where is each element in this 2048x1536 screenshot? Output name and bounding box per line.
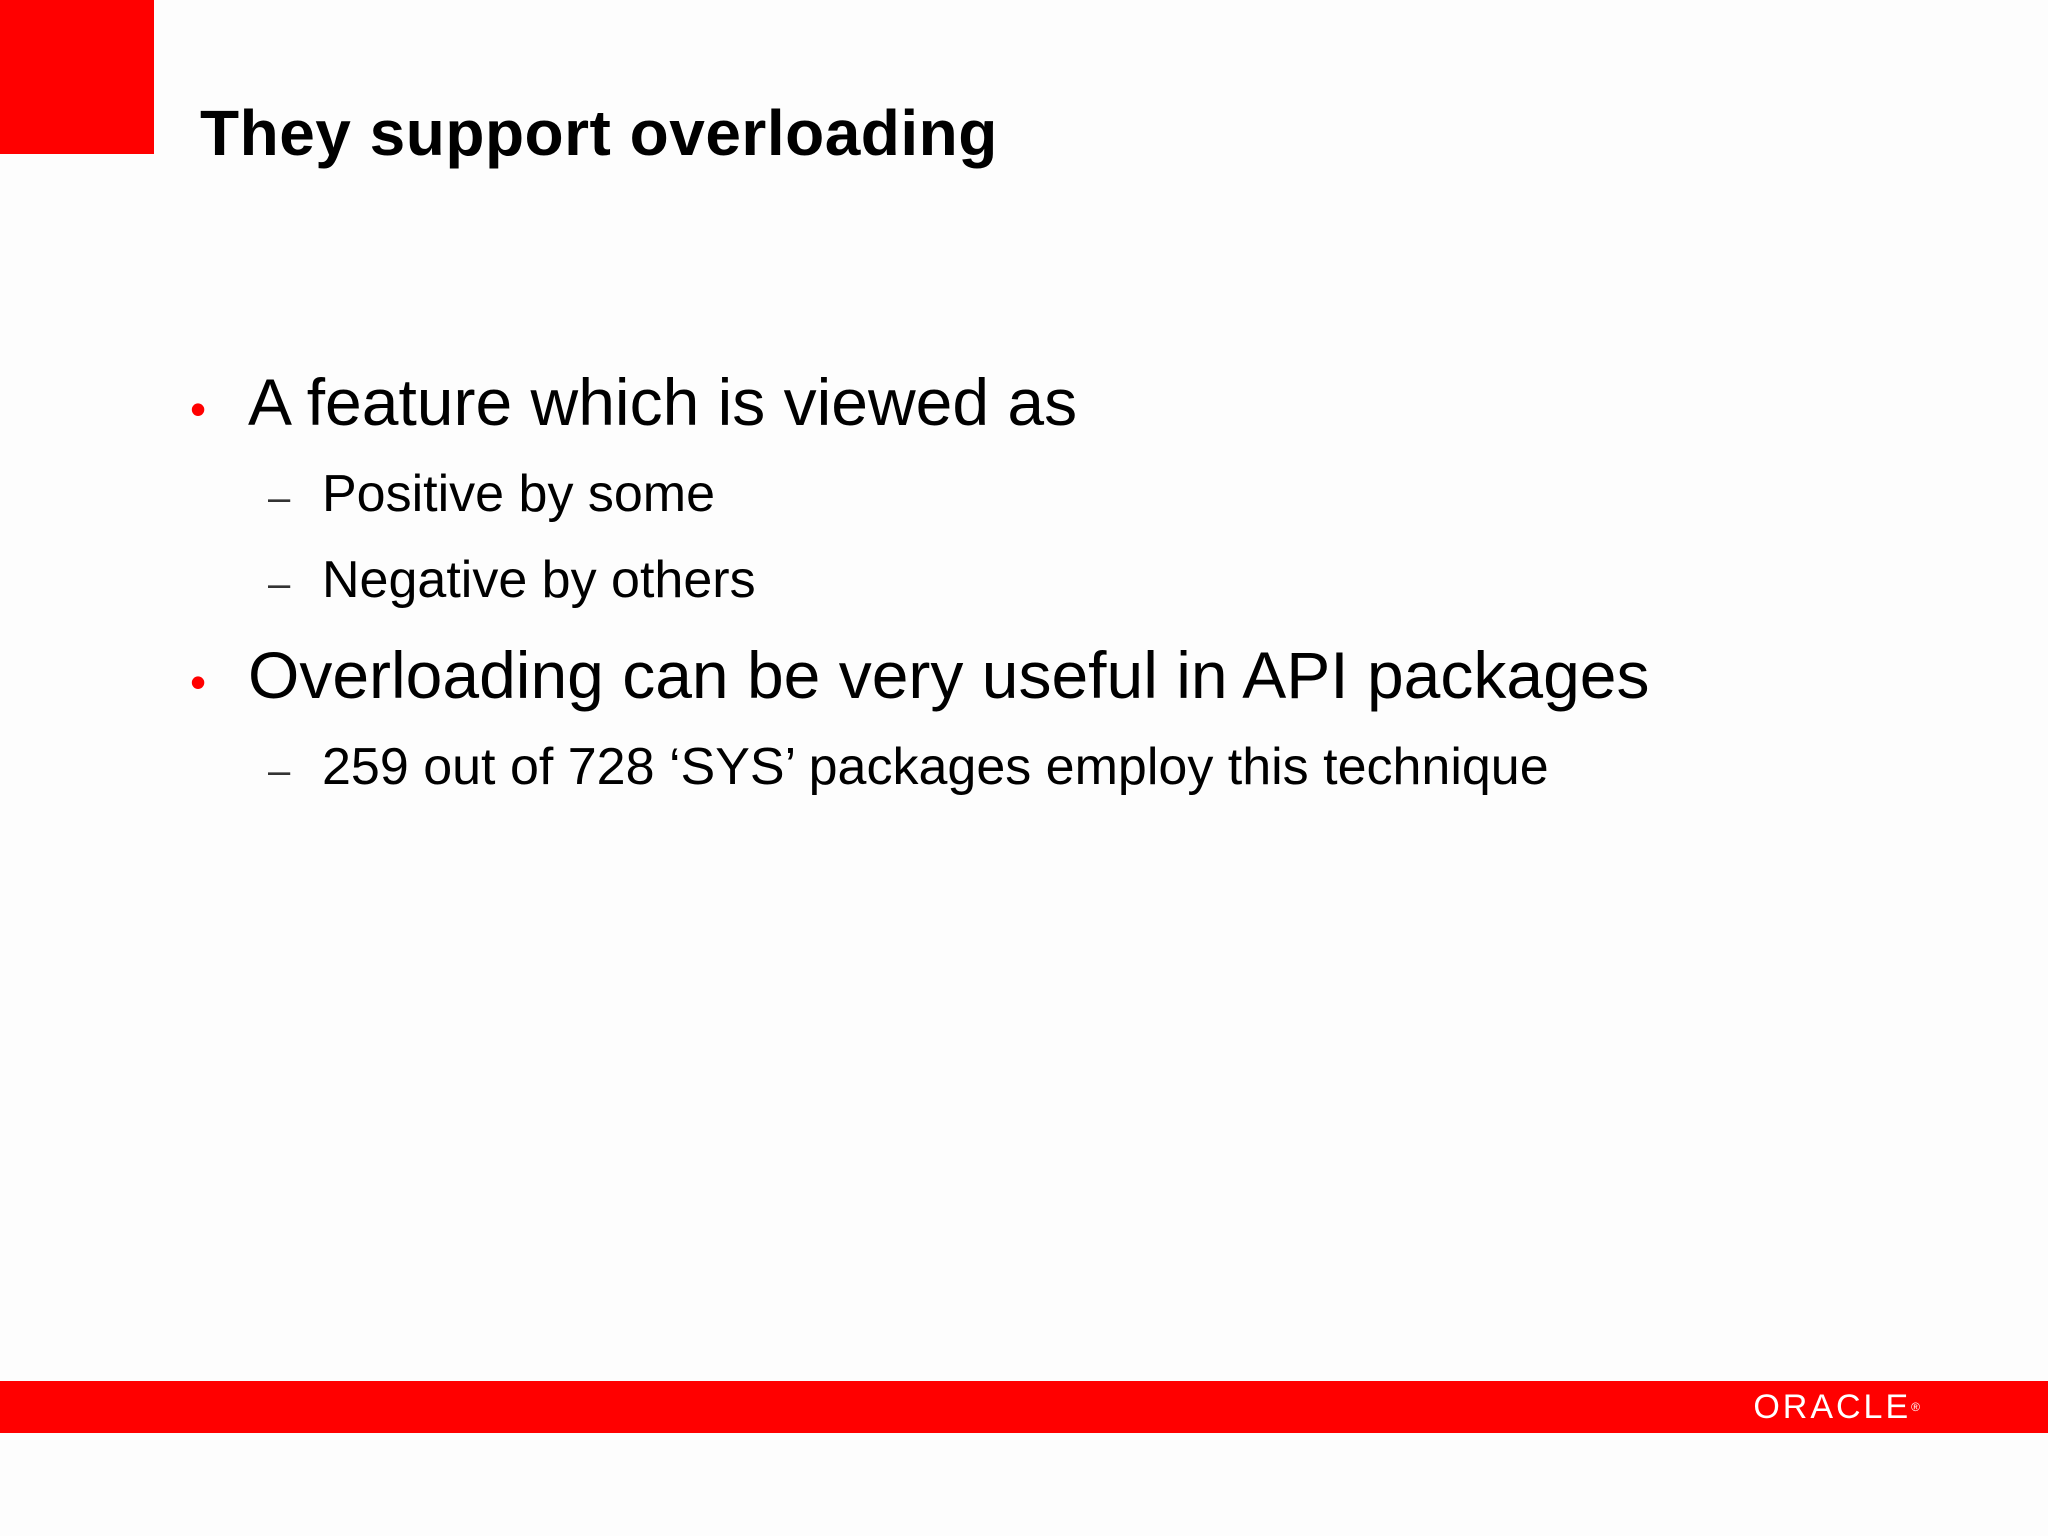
- bullet-dot-icon: •: [190, 383, 207, 435]
- dash-icon: –: [268, 749, 291, 793]
- bullet-text: A feature which is viewed as: [248, 365, 1078, 439]
- bullet-text: Overloading can be very useful in API packages: [248, 638, 1650, 712]
- sub-item: [190, 726, 2010, 812]
- sub-item: [190, 539, 2010, 625]
- dash-icon: –: [268, 476, 291, 520]
- bullet-item: [190, 635, 2010, 722]
- logo-text: ORACLE: [1753, 1388, 1912, 1426]
- sub-item-text: 259 out of 728 ‘SYS’ packages employ this technique: [322, 738, 1549, 796]
- corner-accent-block: [0, 0, 154, 154]
- footer-bar: [0, 1381, 2048, 1433]
- sub-item-text: Positive by some: [322, 465, 716, 523]
- sub-item-text: Negative by others: [322, 551, 756, 609]
- registered-mark: ®: [1911, 1400, 1920, 1414]
- bullet-item: [190, 362, 2010, 449]
- sub-item: [190, 453, 2010, 539]
- dash-icon: –: [268, 562, 291, 606]
- bullet-list: [190, 362, 2010, 812]
- oracle-logo: [1753, 1389, 1920, 1425]
- slide-title: They support overloading: [200, 97, 998, 169]
- bullet-dot-icon: •: [190, 656, 207, 708]
